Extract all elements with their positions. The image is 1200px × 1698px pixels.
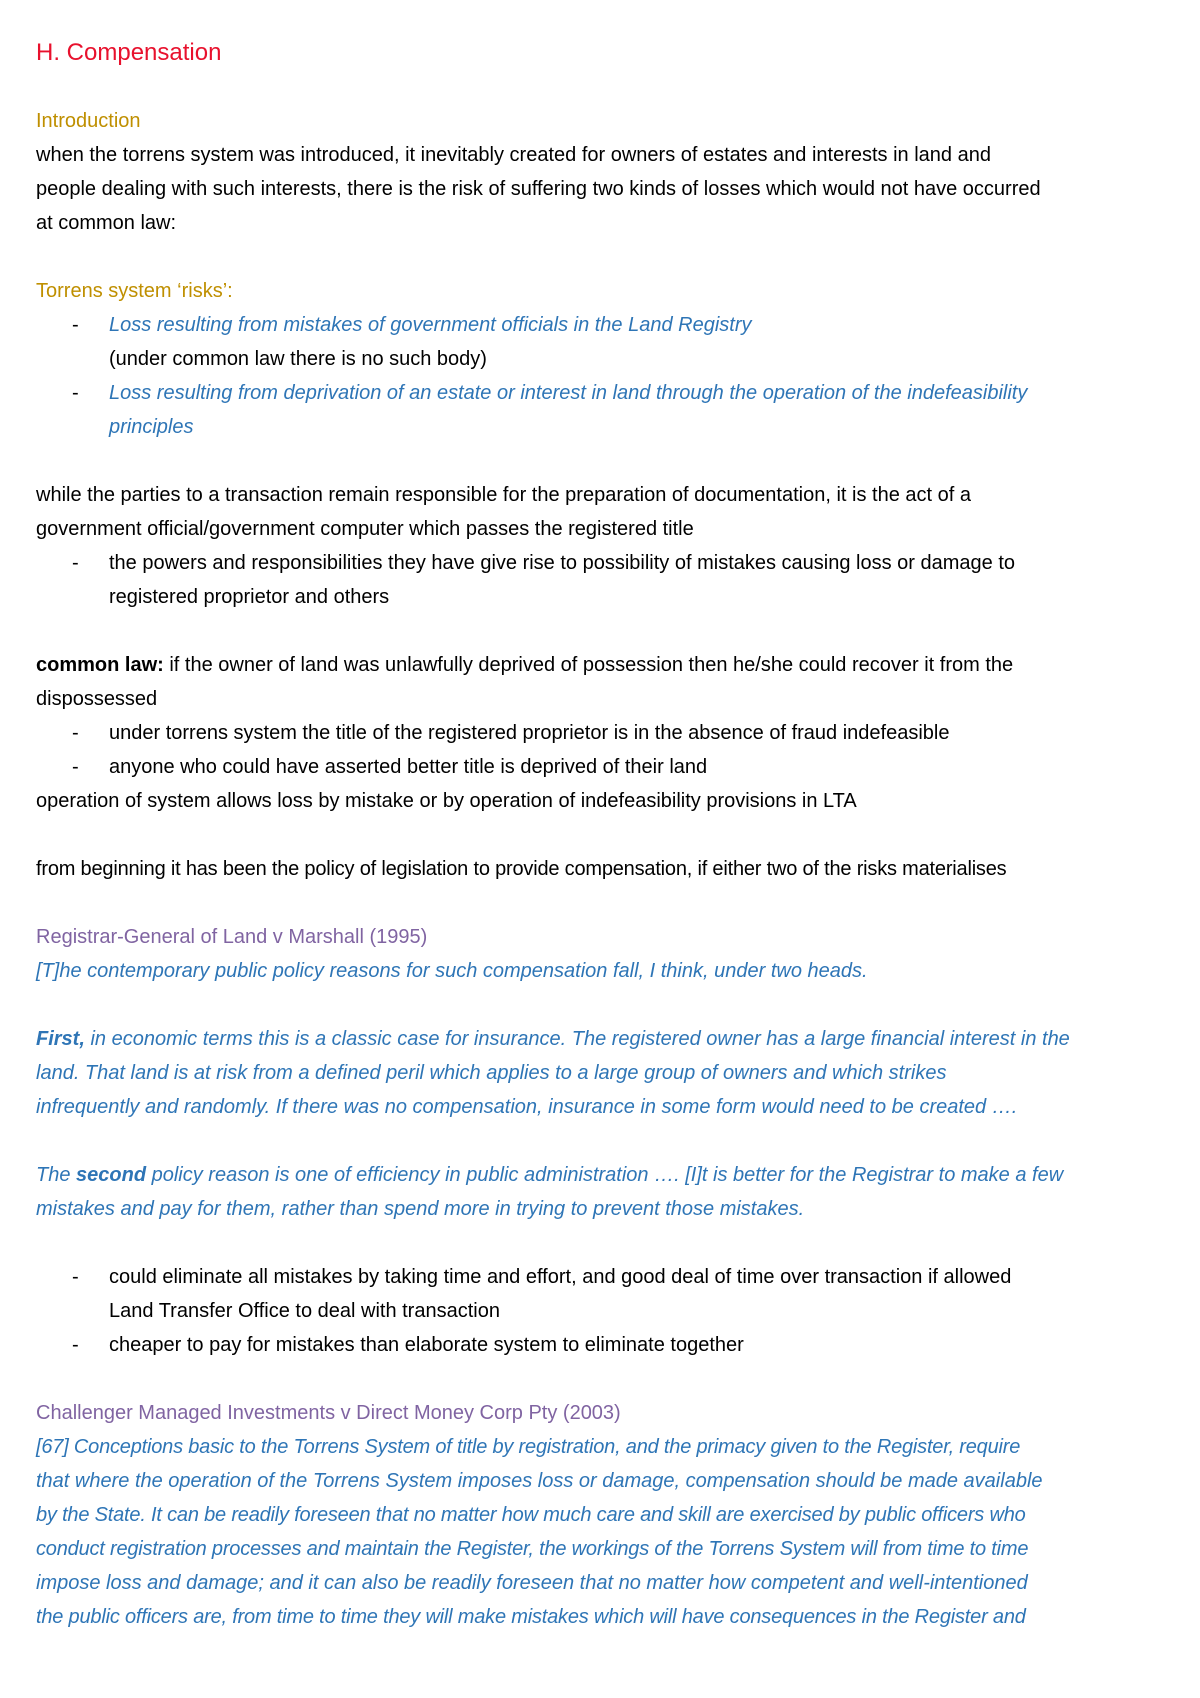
case-quote: that where the operation of the Torrens System imposes loss or damage, compensation should be made available (36, 1470, 1043, 1492)
case-quote: mistakes and pay for them, rather than spend more in trying to prevent those mistakes. (36, 1198, 805, 1220)
common-law-bullet (36, 716, 1171, 750)
risk-text: Loss resulting from mistakes of government officials in the Land Registry (109, 314, 752, 336)
bullet-text: cheaper to pay for mistakes than elaborate system to eliminate together (109, 1334, 744, 1356)
case-name: Challenger Managed Investments v Direct Money Corp Pty (2003) (36, 1402, 621, 1424)
bullet-dash: - (72, 1334, 79, 1356)
intro-line: at common law: (36, 212, 177, 234)
case-bullet (36, 1260, 1171, 1294)
case-name: Registrar-General of Land v Marshall (1995) (36, 926, 428, 948)
case-quote (36, 1158, 1171, 1192)
risk-item (36, 376, 1171, 410)
common-law-text: if the owner of land was unlawfully deprived of possession then he/she could recover it from the (163, 654, 1014, 676)
bullet-dash: - (72, 552, 79, 574)
risks-heading: Torrens system ‘risks’: (36, 280, 233, 302)
common-law-line (36, 648, 1171, 682)
bullet-dash: - (72, 1266, 79, 1288)
case-quote: impose loss and damage; and it can also be readily foreseen that no matter how competent and well-intentioned (36, 1572, 1028, 1594)
bullet-dash: - (72, 722, 79, 744)
case-quote: [T]he contemporary public policy reasons for such compensation fall, I think, under two heads. (36, 960, 868, 982)
case-quote: [67] Conceptions basic to the Torrens System of title by registration, and the primacy given to the Register, require (36, 1436, 1021, 1458)
risk-item (36, 308, 1171, 342)
quote-text: in economic terms this is a classic case for insurance. The registered owner has a large financial interest in the (84, 1028, 1070, 1050)
common-law-bullet (36, 750, 1171, 784)
intro-line: people dealing with such interests, there is the risk of suffering two kinds of losses which would not have occurred (36, 178, 1041, 200)
bullet-dash: - (72, 382, 79, 404)
parties-bullet (36, 546, 1171, 580)
bullet-text-cont: Land Transfer Office to deal with transaction (109, 1300, 500, 1322)
bullet-text: the powers and responsibilities they have give rise to possibility of mistakes causing loss or damage to (109, 552, 1016, 574)
case-quote: infrequently and randomly. If there was no compensation, insurance in some form would need to be created …. (36, 1096, 1018, 1118)
page-title: H. Compensation (36, 39, 222, 66)
intro-line: when the torrens system was introduced, it inevitably created for owners of estates and interests in land and (36, 144, 991, 166)
second-label: second (76, 1164, 147, 1186)
bullet-text: anyone who could have asserted better title is deprived of their land (109, 756, 708, 778)
document-page (36, 36, 1171, 1634)
first-label: First, (36, 1028, 85, 1050)
parties-line: while the parties to a transaction remain responsible for the preparation of documentation, it is the act of a (36, 484, 971, 506)
risk-note: (under common law there is no such body) (109, 348, 487, 370)
policy-line: from beginning it has been the policy of legislation to provide compensation, if either two of the risks materialises (36, 858, 1007, 880)
case-quote: conduct registration processes and maintain the Register, the workings of the Torrens System will from time to time (36, 1538, 1029, 1560)
common-law-line: dispossessed (36, 688, 158, 710)
case-bullet (36, 1328, 1171, 1362)
bullet-text: could eliminate all mistakes by taking time and effort, and good deal of time over transaction if allowed (109, 1266, 1012, 1288)
parties-line: government official/government computer which passes the registered title (36, 518, 694, 540)
bullet-text: under torrens system the title of the registered proprietor is in the absence of fraud indefeasible (109, 722, 950, 744)
case-quote: the public officers are, from time to time they will make mistakes which will have consequences in the Register and (36, 1606, 1026, 1628)
case-quote: land. That land is at risk from a defined peril which applies to a large group of owners and which strikes (36, 1062, 947, 1084)
common-law-label: common law: (36, 654, 164, 676)
case-quote (36, 1022, 1171, 1056)
intro-heading: Introduction (36, 110, 141, 132)
bullet-dash: - (72, 756, 79, 778)
risk-text-cont: principles (109, 416, 194, 438)
bullet-text-cont: registered proprietor and others (109, 586, 390, 608)
risk-text: Loss resulting from deprivation of an estate or interest in land through the operation of the indefeasibility (109, 382, 1028, 404)
quote-text: The (36, 1164, 77, 1186)
quote-text: policy reason is one of efficiency in public administration …. [I]t is better for the Registrar to make a few (146, 1164, 1064, 1186)
common-law-after: operation of system allows loss by mistake or by operation of indefeasibility provisions in LTA (36, 790, 857, 812)
bullet-dash: - (72, 314, 79, 336)
case-quote: by the State. It can be readily foreseen that no matter how much care and skill are exercised by public officers who (36, 1504, 1026, 1526)
